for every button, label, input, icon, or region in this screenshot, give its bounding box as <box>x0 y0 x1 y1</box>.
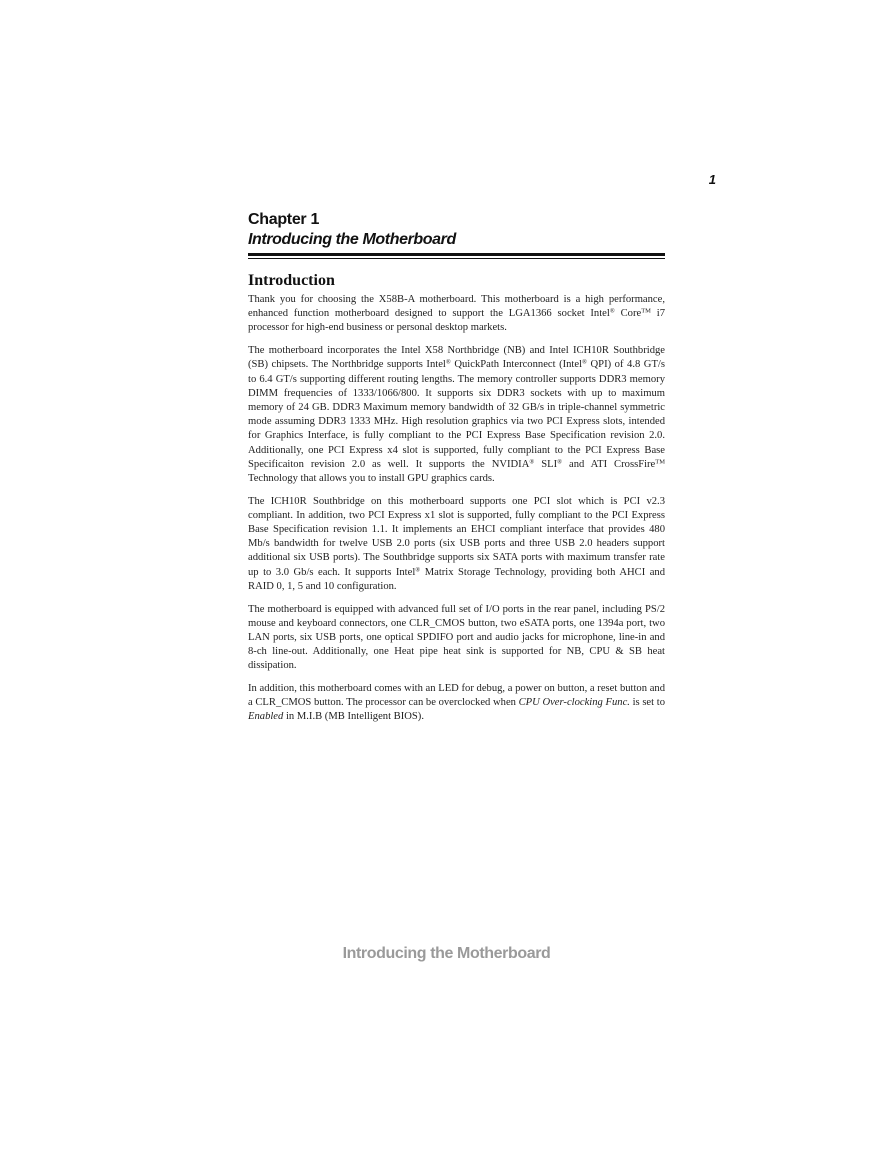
text-run: and ATI CrossFire <box>562 458 656 470</box>
emphasis-text: CPU Over-clocking Func. <box>518 697 630 709</box>
registered-mark: ® <box>445 358 451 366</box>
text-run: The motherboard incorporates the Intel X58 Northbridge (NB) and Intel ICH10R Southbridge (SB) chipsets. The Northbridge supports Intel <box>248 345 665 371</box>
chapter-header <box>248 210 665 259</box>
chapter-rule-thick <box>248 253 665 256</box>
paragraph-chipsets <box>248 344 665 486</box>
text-run: In addition, this motherboard comes with an LED for debug, a power on button, a reset button and a CLR_CMOS button. The processor can be overclocked when <box>248 683 665 709</box>
text-run: in M.I.B (MB Intelligent BIOS). <box>283 711 424 723</box>
paragraph-southbridge <box>248 495 665 594</box>
registered-mark: ® <box>557 458 563 466</box>
running-footer: Introducing the Motherboard <box>342 945 551 962</box>
registered-mark: ® <box>609 307 615 315</box>
chapter-title: Introducing the Motherboard <box>248 231 456 248</box>
trademark-mark: TM <box>641 307 651 315</box>
trademark-mark: TM <box>655 458 666 466</box>
chapter-rule-thin <box>248 258 665 259</box>
text-run: SLI <box>534 458 558 470</box>
text-run: is set to <box>629 697 665 709</box>
text-run: i7 processor for high-end business or personal desktop markets. <box>248 308 666 334</box>
main-content <box>248 271 665 733</box>
registered-mark: ® <box>415 566 421 574</box>
chapter-label: Chapter 1 <box>248 211 320 228</box>
text-run: QuickPath Interconnect (Intel <box>450 359 583 371</box>
section-heading: Introduction <box>248 272 335 289</box>
emphasis-text: Enabled <box>248 711 284 723</box>
text-run: Core <box>614 308 642 320</box>
text-run: QPI) of 4.8 GT/s to 6.4 GT/s supporting different routing lengths. The memory controller supports DDR3 memory DIMM frequencies of 1333/1066/800. It supports six DDR3 sockets with up to maximum memory of 24 GB. DDR3 Maximum memory bandwidth of 32 GB/s in triple-channel symmetric mode assuming DDR3 1333 MHz. High resolution graphics via two PCI Express slots, intended for Graphics Interface, is fully compliant to the PCI Express Base Specification revision 2.0. Additionally, one PCI Express x4 slot is supported, fully compliant to the PCI Express Base Specificaiton revision 2.0 as well. It supports the NVIDIA <box>248 359 665 470</box>
page-number: 1 <box>708 172 716 187</box>
paragraph-io-ports: The motherboard is equipped with advanced full set of I/O ports in the rear panel, including PS/2 mouse and keyboard connectors, one CLR_CMOS button, two eSATA ports, one 1394a port, two LAN ports, six USB ports, one optical SPDIFO port and audio jacks for microphone, line-in and 8-ch line-out. Additionally, one Heat pipe heat sink is supported for NB, CPU & SB heat dissipation. <box>248 603 665 672</box>
text-run: Matrix Storage Technology, providing both AHCI and RAID 0, 1, 5 and 10 configuration. <box>248 566 666 592</box>
text-run: Technology that allows you to install GPU graphics cards. <box>248 472 495 484</box>
text-run: Thank you for choosing the X58B-A motherboard. This motherboard is a high performance, enhanced function motherboard designed to support the LGA1366 socket Intel <box>248 294 665 320</box>
registered-mark: ® <box>582 358 587 366</box>
paragraph-features <box>248 682 665 725</box>
registered-mark: ® <box>529 458 535 466</box>
text-run: The ICH10R Southbridge on this motherboard supports one PCI slot which is PCI v2.3 compliant. In addition, two PCI Express x1 slot is supported, fully compliant to the PCI Express Base Specification revision 1.1. It implements an EHCI compliant interface that provides 480 Mb/s bandwidth for twelve USB 2.0 ports (six USB ports and three USB 2.0 headers support additional six USB ports). The Southbridge supports six SATA ports with maximum transfer rate up to 3.0 Gb/s each. It supports Intel <box>248 495 665 578</box>
paragraph-intro <box>248 293 665 336</box>
